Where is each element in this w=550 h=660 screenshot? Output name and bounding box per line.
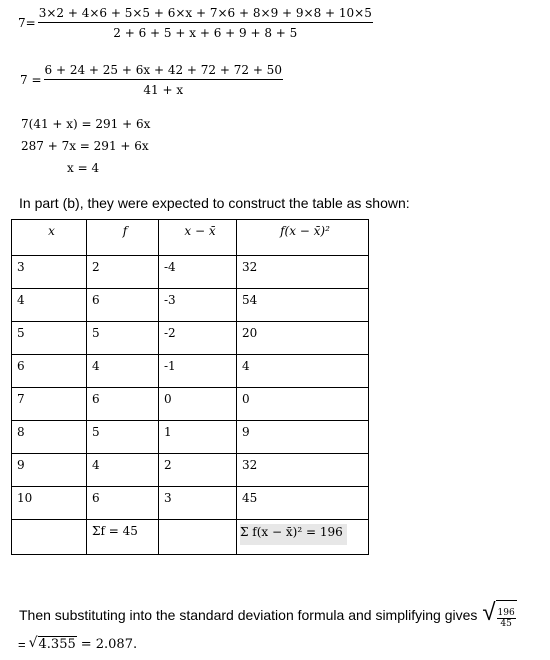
fraction	[44, 63, 283, 97]
cell-f-deviation-squared: 9	[237, 421, 369, 454]
cell-f: 4	[87, 355, 159, 388]
cell-f: 2	[87, 256, 159, 289]
cell-x: 6	[12, 355, 87, 388]
cell-x: 9	[12, 454, 87, 487]
radical-sign: √	[482, 599, 496, 626]
radicand	[496, 600, 517, 629]
cell-deviation: 3	[159, 487, 237, 520]
table-header-row	[12, 220, 369, 256]
cell-deviation: 0	[159, 388, 237, 421]
cell-empty	[12, 520, 87, 555]
fraction-numerator: 3×2 + 4×6 + 5×5 + 6×x + 7×6 + 8×9 + 9×8 + 10×5	[38, 6, 373, 23]
cell-f: 6	[87, 289, 159, 322]
equation-mean-fraction	[18, 6, 373, 40]
equation-lhs: 7 =	[20, 73, 42, 87]
fraction-denominator: 41 + x	[143, 83, 184, 97]
cell-f-deviation-squared: 32	[237, 454, 369, 487]
cell-x: 3	[12, 256, 87, 289]
header-x: x	[12, 220, 87, 256]
solution-step-3: x = 4	[67, 161, 100, 175]
fraction-denominator: 2 + 6 + 5 + x + 6 + 9 + 8 + 5	[113, 26, 298, 40]
cell-deviation: -1	[159, 355, 237, 388]
cell-f: 6	[87, 388, 159, 421]
cell-deviation: 2	[159, 454, 237, 487]
cell-x: 7	[12, 388, 87, 421]
radicand-numerator: 196	[497, 608, 515, 618]
equation-lhs: 7=	[18, 16, 36, 30]
table-row	[12, 421, 369, 454]
radicand-fraction	[497, 608, 516, 629]
conclusion-paragraph	[19, 594, 517, 629]
table-row	[12, 289, 369, 322]
table-row	[12, 355, 369, 388]
sqrt-fraction	[482, 600, 516, 629]
cell-sum-f-deviation-squared	[237, 520, 369, 555]
result-equals: =	[18, 637, 26, 652]
cell-f-deviation-squared: 45	[237, 487, 369, 520]
cell-f: 6	[87, 487, 159, 520]
table-row	[12, 388, 369, 421]
cell-deviation: 1	[159, 421, 237, 454]
table-row	[12, 454, 369, 487]
cell-f-deviation-squared: 4	[237, 355, 369, 388]
cell-deviation: -4	[159, 256, 237, 289]
table-row	[12, 487, 369, 520]
header-f: f	[87, 220, 159, 256]
cell-f: 5	[87, 421, 159, 454]
frequency-table	[11, 219, 369, 555]
result-value: = 2.087.	[80, 637, 138, 652]
result-sqrt	[29, 636, 77, 652]
cell-f-deviation-squared: 20	[237, 322, 369, 355]
intro-paragraph: In part (b), they were expected to construct the table as shown:	[19, 195, 410, 211]
fraction	[38, 6, 373, 40]
cell-f: 4	[87, 454, 159, 487]
conclusion-text: Then substituting into the standard deviation formula and simplifying gives	[19, 607, 478, 623]
cell-f-deviation-squared: 0	[237, 388, 369, 421]
table-row	[12, 256, 369, 289]
cell-empty	[159, 520, 237, 555]
fraction-numerator: 6 + 24 + 25 + 6x + 42 + 72 + 72 + 50	[44, 63, 283, 80]
result-radicand: 4.355	[38, 637, 76, 652]
cell-x: 8	[12, 421, 87, 454]
cell-x: 4	[12, 289, 87, 322]
equation-simplified-fraction	[20, 63, 283, 97]
radicand-denominator: 45	[500, 619, 512, 629]
sum-highlight: Σ f(x − x̄)² = 196	[240, 524, 347, 545]
solution-step-1: 7(41 + x) = 291 + 6x	[21, 117, 151, 131]
cell-f-deviation-squared: 32	[237, 256, 369, 289]
header-deviation: x − x̄	[159, 220, 237, 256]
cell-sum-f: Σf = 45	[87, 520, 159, 555]
solution-step-2: 287 + 7x = 291 + 6x	[21, 139, 149, 153]
cell-f-deviation-squared: 54	[237, 289, 369, 322]
cell-deviation: -2	[159, 322, 237, 355]
cell-deviation: -3	[159, 289, 237, 322]
cell-x: 5	[12, 322, 87, 355]
table-sum-row	[12, 520, 369, 555]
cell-f: 5	[87, 322, 159, 355]
result-line	[18, 636, 137, 652]
table-row	[12, 322, 369, 355]
cell-x: 10	[12, 487, 87, 520]
header-f-deviation-squared: f(x − x̄)²	[237, 220, 369, 256]
radical-sign: √	[28, 635, 38, 651]
